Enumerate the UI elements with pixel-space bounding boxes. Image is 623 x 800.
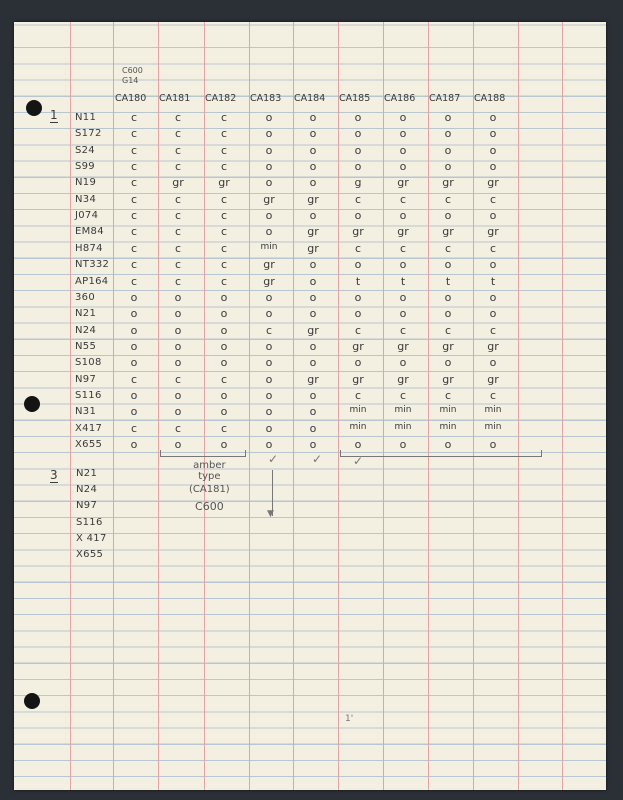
list-item: N21 xyxy=(76,468,98,479)
table-cell: o xyxy=(309,438,317,451)
margin-rule xyxy=(70,22,71,790)
table-cell: c xyxy=(399,192,407,206)
row-label: S99 xyxy=(75,161,95,173)
table-cell: min xyxy=(349,421,367,432)
table-cell: o xyxy=(354,307,362,321)
table-cell: gr xyxy=(487,372,499,386)
notebook-sheet xyxy=(14,22,606,790)
table-cell: gr xyxy=(218,176,230,190)
row-label: S24 xyxy=(75,144,95,156)
table-cell: c xyxy=(399,388,407,402)
row-label: S116 xyxy=(75,389,102,401)
table-cell: o xyxy=(444,160,452,174)
table-cell: c xyxy=(399,323,407,337)
table-cell: o xyxy=(444,143,452,157)
table-cell: o xyxy=(444,127,452,141)
table-cell: c xyxy=(220,372,228,386)
table-cell: o xyxy=(309,143,317,157)
table-cell: o xyxy=(130,405,138,419)
table-cell: o xyxy=(309,421,317,435)
table-cell: gr xyxy=(307,225,319,239)
table-cell: o xyxy=(399,127,407,141)
table-cell: c xyxy=(220,225,228,239)
table-cell: c xyxy=(174,241,182,255)
annotation-line: amber xyxy=(193,460,226,471)
table-cell: gr xyxy=(263,258,275,272)
list-item: S116 xyxy=(76,516,103,528)
table-cell: gr xyxy=(307,241,319,255)
row-label: X655 xyxy=(75,439,103,450)
arrow-head-icon: ▼ xyxy=(267,509,274,519)
table-cell: t xyxy=(355,274,361,288)
table-cell: gr xyxy=(263,192,275,206)
column-header: CA181 xyxy=(159,93,191,104)
binder-hole xyxy=(24,693,40,709)
section-3-marker: 3 xyxy=(50,468,58,482)
table-cell: o xyxy=(354,290,362,304)
table-cell: c xyxy=(174,274,182,288)
table-cell: min xyxy=(439,405,457,416)
table-cell: c xyxy=(174,111,182,124)
table-cell: c xyxy=(220,192,228,206)
table-cell: o xyxy=(354,438,362,451)
table-cell: o xyxy=(489,438,497,451)
table-cell: o xyxy=(130,438,138,451)
column-rule xyxy=(518,22,519,790)
table-cell: t xyxy=(490,274,496,288)
table-cell: c xyxy=(220,160,228,174)
row-label: NT332 xyxy=(75,259,110,271)
annotation-line: type xyxy=(198,471,221,482)
table-cell: o xyxy=(265,160,273,174)
table-cell: min xyxy=(394,405,412,416)
table-cell: o xyxy=(354,127,362,141)
table-cell: gr xyxy=(397,176,409,190)
table-cell: o xyxy=(309,290,317,304)
table-cell: c xyxy=(130,274,138,288)
row-label: N21 xyxy=(75,308,97,320)
bracket xyxy=(340,450,542,457)
row-label: EM84 xyxy=(75,226,104,238)
row-label: N11 xyxy=(75,112,97,123)
table-cell: o xyxy=(220,356,228,370)
table-cell: o xyxy=(399,111,407,124)
table-cell: c xyxy=(220,258,228,272)
table-cell: t xyxy=(400,274,406,288)
table-cell: o xyxy=(174,339,182,353)
table-cell: gr xyxy=(442,339,454,353)
table-cell: gr xyxy=(307,372,319,386)
table-cell: o xyxy=(265,307,273,321)
table-cell: c xyxy=(220,143,228,157)
table-cell: gr xyxy=(307,323,319,337)
table-cell: o xyxy=(265,176,273,190)
table-cell: o xyxy=(399,438,407,451)
table-cell: c xyxy=(399,241,407,255)
table-cell: c xyxy=(265,323,273,337)
header-note-line: G14 xyxy=(122,76,139,85)
bracket xyxy=(160,450,246,457)
table-cell: o xyxy=(130,307,138,321)
binder-hole xyxy=(26,100,42,116)
table-cell: o xyxy=(444,438,452,451)
table-cell: o xyxy=(265,388,273,402)
table-cell: o xyxy=(309,127,317,141)
table-cell: g xyxy=(354,176,362,190)
table-cell: c xyxy=(174,160,182,174)
table-cell: o xyxy=(399,290,407,304)
table-cell: o xyxy=(220,323,228,337)
list-item: N24 xyxy=(76,484,98,496)
table-cell: c xyxy=(354,388,362,402)
table-cell: o xyxy=(309,339,317,353)
table-cell: o xyxy=(265,290,273,304)
table-cell: o xyxy=(130,388,138,402)
table-cell: c xyxy=(220,111,228,124)
list-item: X655 xyxy=(76,549,104,560)
table-cell: c xyxy=(489,192,497,206)
annotation-line: (CA181) xyxy=(189,484,230,495)
table-cell: gr xyxy=(307,192,319,206)
table-cell: o xyxy=(220,388,228,402)
table-cell: c xyxy=(174,258,182,272)
table-cell: gr xyxy=(442,225,454,239)
row-label: N24 xyxy=(75,324,97,336)
table-cell: o xyxy=(174,290,182,304)
row-label: N19 xyxy=(75,177,97,189)
table-cell: min xyxy=(439,421,457,432)
table-cell: o xyxy=(354,258,362,272)
table-cell: o xyxy=(265,111,273,124)
table-cell: gr xyxy=(397,339,409,353)
table-cell: o xyxy=(265,372,273,386)
table-cell: c xyxy=(489,388,497,402)
table-cell: min xyxy=(484,421,502,432)
table-cell: o xyxy=(399,160,407,174)
table-cell: c xyxy=(130,192,138,206)
table-cell: o xyxy=(174,405,182,419)
table-cell: o xyxy=(309,209,317,223)
table-cell: o xyxy=(309,258,317,272)
table-cell: c xyxy=(174,225,182,239)
annotation-line: C600 xyxy=(195,500,224,513)
column-header: CA187 xyxy=(429,93,461,104)
binder-hole xyxy=(24,396,40,412)
table-cell: o xyxy=(489,290,497,304)
table-cell: o xyxy=(130,323,138,337)
table-cell: c xyxy=(354,323,362,337)
table-cell: min xyxy=(260,241,278,252)
table-cell: o xyxy=(444,356,452,370)
table-cell: o xyxy=(399,258,407,272)
table-cell: o xyxy=(265,225,273,239)
table-cell: c xyxy=(220,274,228,288)
table-cell: o xyxy=(309,274,317,288)
table-cell: o xyxy=(174,307,182,321)
column-rule xyxy=(562,22,563,790)
table-cell: c xyxy=(130,209,138,223)
table-cell: gr xyxy=(487,339,499,353)
annotation xyxy=(189,460,230,512)
row-label: N97 xyxy=(75,373,97,385)
table-cell: o xyxy=(354,111,362,124)
table-cell: o xyxy=(399,356,407,370)
table-cell: c xyxy=(130,421,138,435)
column-header: CA184 xyxy=(294,93,326,104)
table-cell: o xyxy=(174,356,182,370)
column-header: CA183 xyxy=(250,93,282,104)
table-cell: o xyxy=(174,323,182,337)
table-cell: o xyxy=(309,176,317,190)
table-cell: o xyxy=(130,290,138,304)
table-cell: c xyxy=(220,209,228,223)
table-cell: c xyxy=(130,160,138,174)
table-cell: gr xyxy=(397,372,409,386)
table-cell: o xyxy=(354,209,362,223)
table-cell: c xyxy=(174,421,182,435)
table-cell: o xyxy=(265,143,273,157)
table-cell: c xyxy=(130,225,138,239)
table-cell: o xyxy=(489,356,497,370)
list-item: X 417 xyxy=(76,532,107,544)
table-cell: o xyxy=(220,438,228,451)
table-cell: c xyxy=(354,192,362,206)
table-cell: c xyxy=(130,111,138,124)
table-cell: o xyxy=(444,111,452,124)
table-cell: gr xyxy=(263,274,275,288)
column-header: CA185 xyxy=(339,93,371,104)
table-cell: c xyxy=(220,421,228,435)
table-cell: o xyxy=(309,388,317,402)
table-cell: c xyxy=(489,323,497,337)
table-cell: gr xyxy=(442,176,454,190)
table-cell: o xyxy=(489,127,497,141)
list-item: N97 xyxy=(76,500,98,512)
row-label: S108 xyxy=(75,357,102,369)
table-cell: o xyxy=(489,258,497,272)
table-cell: o xyxy=(399,209,407,223)
row-label: N34 xyxy=(75,193,97,205)
table-cell: o xyxy=(489,111,497,124)
table-cell: c xyxy=(489,241,497,255)
table-cell: o xyxy=(265,405,273,419)
table-cell: gr xyxy=(172,176,184,190)
column-header: CA180 xyxy=(115,93,147,104)
table-cell: c xyxy=(174,127,182,141)
check-mark: ✓ xyxy=(312,452,323,466)
table-cell: o xyxy=(265,356,273,370)
table-cell: o xyxy=(354,356,362,370)
table-cell: o xyxy=(444,258,452,272)
table-cell: c xyxy=(220,241,228,255)
row-label: 360 xyxy=(75,291,95,303)
table-cell: c xyxy=(174,192,182,206)
table-cell: gr xyxy=(397,225,409,239)
row-label: N55 xyxy=(75,340,97,352)
table-cell: o xyxy=(489,209,497,223)
table-cell: min xyxy=(484,405,502,416)
table-cell: o xyxy=(220,405,228,419)
column-header: CA186 xyxy=(384,93,416,104)
table-cell: o xyxy=(220,307,228,321)
table-cell: min xyxy=(394,421,412,432)
table-cell: t xyxy=(445,274,451,288)
table-cell: o xyxy=(265,127,273,141)
table-cell: gr xyxy=(487,225,499,239)
row-label: N31 xyxy=(75,406,97,418)
table-cell: o xyxy=(489,143,497,157)
table-cell: o xyxy=(220,339,228,353)
table-cell: c xyxy=(444,323,452,337)
section-1-marker: 1 xyxy=(50,108,58,122)
table-cell: o xyxy=(444,209,452,223)
table-cell: o xyxy=(489,307,497,321)
table-cell: c xyxy=(444,388,452,402)
table-cell: o xyxy=(130,339,138,353)
table-cell: gr xyxy=(352,339,364,353)
table-cell: c xyxy=(174,209,182,223)
table-cell: o xyxy=(174,388,182,402)
table-cell: o xyxy=(309,111,317,124)
column-header: CA182 xyxy=(205,93,237,104)
table-cell: gr xyxy=(442,372,454,386)
table-cell: o xyxy=(399,307,407,321)
table-cell: c xyxy=(130,143,138,157)
column-header: CA188 xyxy=(474,93,506,104)
row-label: S172 xyxy=(75,128,102,140)
table-cell: o xyxy=(265,421,273,435)
table-cell: o xyxy=(354,160,362,174)
table-cell: c xyxy=(130,372,138,386)
table-cell: gr xyxy=(487,176,499,190)
table-cell: o xyxy=(220,290,228,304)
table-cell: gr xyxy=(352,225,364,239)
table-cell: o xyxy=(265,209,273,223)
table-cell: c xyxy=(130,258,138,272)
table-cell: c xyxy=(354,241,362,255)
page-mark: 1' xyxy=(345,714,354,724)
table-cell: c xyxy=(130,241,138,255)
check-mark: ✓ xyxy=(268,452,279,466)
table-cell: o xyxy=(309,160,317,174)
table-cell: gr xyxy=(352,372,364,386)
header-note xyxy=(122,66,143,86)
table-cell: c xyxy=(174,143,182,157)
table-cell: o xyxy=(130,356,138,370)
table-cell: o xyxy=(444,307,452,321)
table-cell: o xyxy=(309,307,317,321)
table-cell: min xyxy=(349,405,367,416)
table-cell: c xyxy=(444,241,452,255)
row-label: AP164 xyxy=(75,275,109,287)
table-cell: c xyxy=(130,127,138,141)
table-cell: c xyxy=(174,372,182,386)
table-cell: o xyxy=(265,438,273,451)
table-cell: o xyxy=(444,290,452,304)
table-cell: o xyxy=(399,143,407,157)
table-cell: o xyxy=(489,160,497,174)
table-cell: o xyxy=(309,405,317,419)
table-cell: c xyxy=(130,176,138,190)
row-label: H874 xyxy=(75,242,103,254)
row-label: J074 xyxy=(75,210,99,222)
header-note-line: C600 xyxy=(122,66,143,75)
table-cell: o xyxy=(309,356,317,370)
check-mark: ✓ xyxy=(353,454,364,468)
table-cell: o xyxy=(354,143,362,157)
table-cell: o xyxy=(174,438,182,451)
table-cell: c xyxy=(220,127,228,141)
row-label: X417 xyxy=(75,422,103,434)
table-cell: c xyxy=(444,192,452,206)
table-cell: o xyxy=(265,339,273,353)
